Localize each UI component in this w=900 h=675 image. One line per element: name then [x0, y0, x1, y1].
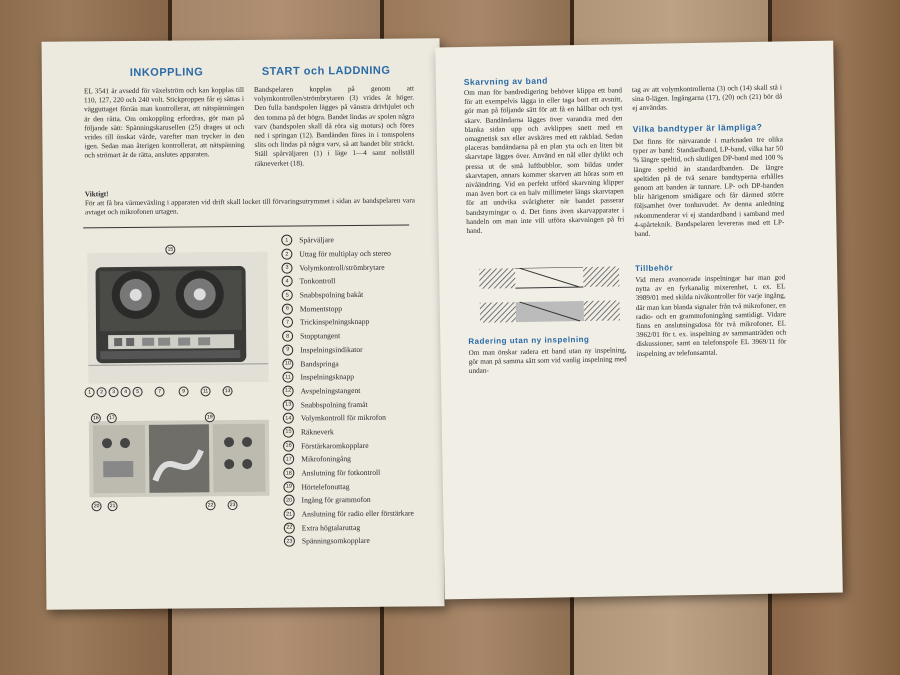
legend-label: Momentstopp — [299, 303, 343, 314]
inkoppling-text: EL 3541 är avsedd för växelström och kan kopplas till 110, 127, 220 och 240 volt. Stickproppen får ej sättas i vägguttaget förrän man kontrollerat, att nätspänningen är den rätta. Om omkoppling erfordras, gör man på följande sätt: Spänningskarusellen (25) drages ut och vrides till önskat värde, varefter man trycker in den igen. Sedan man återigen kontrollerat, att nätspänning och strömart är de rätta, anslutes apparaten. — [83, 85, 245, 160]
legend-number: 21 — [284, 509, 295, 520]
legend-item — [282, 369, 442, 384]
legend-label: Volymkontroll för mikrofon — [300, 413, 386, 423]
legend-label: Extra högtalaruttag — [301, 522, 361, 533]
callout-1: 1 — [85, 387, 95, 397]
legend-number: 8 — [282, 331, 293, 342]
skarvning-text: Om man för bandredigering behöver klippa ett band för att exempelvis lägga in eller taga bort ett avsnitt, gör man på följande sätt för att få en hållbar och tyst skarv. Bandändarna lägges över varandra med den blanka sidan upp och avklippes snett med en omagnetisk sax eller avskäres med ett rakblad. Sedan placeras bandändarna på en plan yta och en liten bit skarvtape lägges över. Använd en nål eller dylikt och pressa ut de små luftbubblor, som bildas under skarvtapen, annars kommer skarven att höras som en nivåändring. Vid en perfekt utförd skarvning klipper man även bort ca en halv millimeter längs skarvtapen för att undvika svårigheter när bandet passerar bandstyrningar o. d. Det finns även skarvapparater i handeln om man inte vill utföra skarvningen på fri hand. — [463, 86, 625, 236]
legend-item — [282, 287, 442, 302]
legend-item — [283, 451, 443, 466]
recorder-connector-panel-photo — [89, 420, 270, 498]
legend-label: Uttag för multiplay och stereo — [299, 248, 391, 259]
legend-item — [283, 383, 443, 398]
legend-label: Förstärkaromkopplare — [301, 440, 369, 451]
legend-number: 22 — [284, 522, 295, 533]
callout-2: 2 — [97, 387, 107, 397]
legend-label: Räkneverk — [300, 427, 334, 437]
legend-number: 13 — [283, 399, 294, 410]
legend-item — [282, 355, 442, 370]
legend-label: Snabbspolning framåt — [300, 399, 368, 410]
callout-11: 11 — [201, 386, 211, 396]
legend-label: Inspelningsknapp — [300, 372, 355, 382]
callout-9: 9 — [179, 386, 189, 396]
legend-number: 3 — [281, 262, 292, 273]
callout-3: 3 — [109, 387, 119, 397]
legend-number: 18 — [283, 468, 294, 479]
legend-item — [282, 328, 442, 343]
legend-item — [284, 520, 444, 535]
legend-label: Avspelningstangent — [300, 385, 361, 396]
callout-13: 13 — [223, 386, 233, 396]
legend-item — [284, 533, 444, 548]
callout-21: 21 — [108, 501, 118, 511]
legend-item — [283, 397, 443, 412]
legend-item — [283, 479, 443, 494]
legend-item — [282, 314, 442, 329]
legend-number: 2 — [281, 249, 292, 260]
callout-17: 17 — [107, 413, 117, 423]
legend-number: 14 — [283, 413, 294, 424]
heading-start-laddning: START och LADDNING — [261, 64, 391, 78]
left-page — [42, 38, 445, 609]
legend-item — [283, 492, 443, 507]
right-page — [435, 41, 843, 600]
heading-radering: Radering utan ny inspelning — [468, 334, 590, 346]
legend-label: Tonkontroll — [299, 276, 336, 286]
viktigt-heading: Viktigt! — [84, 190, 109, 199]
tillbehor-text: Vid mera avancerade inspelningar har man god nytta av en fyrkanalig mixerenhet, t. ex. EL 3989/01 med skilda nivåkontroller för varje ingång, där man kan blanda signaler från två mikrofoner, en radio- och en grammofoningång samtidigt. Vidare finns en anslutningsdosa för två mikrofoner, EL 3962/01 för t. ex. inspelning av sammanträden och diskussioner, samt en telefonspole EL 3969/11 för inspelning av telefonsamtal. — [635, 273, 787, 358]
heading-bandtyper: Vilka bandtyper är lämpliga? — [632, 121, 763, 135]
legend-label: Inspelningsindikator — [300, 344, 363, 355]
legend-item — [281, 260, 441, 275]
legend-label: Snabbspolning bakåt — [299, 290, 364, 300]
callout-5: 5 — [133, 387, 143, 397]
legend-label: Volymkontroll/strömbrytare — [299, 262, 385, 273]
legend-number: 15 — [283, 427, 294, 438]
parts-legend — [281, 232, 444, 548]
legend-number: 10 — [282, 358, 293, 369]
legend-number: 6 — [282, 303, 293, 314]
heading-skarvning: Skarvning av band — [463, 75, 548, 88]
legend-number: 12 — [283, 385, 294, 396]
legend-label: Anslutning för radio eller förstärkare — [301, 508, 414, 519]
legend-item — [282, 301, 442, 316]
heading-inkoppling: INKOPPLING — [129, 66, 204, 79]
tape-recorder-photo — [87, 252, 268, 384]
legend-label: Spårväljare — [299, 235, 334, 245]
legend-label: Anslutning för fotkontroll — [301, 467, 381, 478]
legend-number: 20 — [283, 495, 294, 506]
legend-item — [281, 232, 441, 247]
legend-number: 19 — [283, 481, 294, 492]
bandtyper-text: Det finns för närvarande i marknaden tre olika typer av band: Standardband, LP-band, vilka har 50 % längre speltid, och slutligen DP-band med 100 % längre speltid än standardbanden. De längre speltiden på de två senare bandtyperna erhålles genom att banden är tunnare. LP- och DP-banden blir härigenom smidigare och får därmed större följsamhet över tonhuvudet. Av denna anledning rekommenderar vi ej standardband i samband med 4-spårteknik. Bandspelaren levereras med ett LP-band. — [632, 135, 785, 239]
legend-label: Spänningsomkopplare — [301, 536, 370, 546]
viktigt-text: För att få bra värmeväxling i apparaten vid drift skall locket till förvaringsutrymmet i sidan av bandspelaren vara avtaget och mikrofonen urtagen. — [84, 196, 415, 217]
divider — [83, 225, 409, 229]
legend-number: 11 — [282, 372, 293, 383]
legend-label: Trickinspelningsknapp — [299, 317, 370, 327]
legend-item — [283, 465, 443, 480]
legend-label: Bandspringa — [300, 358, 339, 369]
callout-22: 22 — [206, 500, 216, 510]
legend-number: 1 — [281, 235, 292, 246]
legend-label: Stopptangent — [300, 331, 341, 341]
legend-number: 16 — [283, 440, 294, 451]
legend-number: 5 — [282, 290, 293, 301]
start-text: Bandspelaren kopplas på genom att volymkontrollen/strömbrytaren (3) vrides åt höger. Den fulla bandspolen lägges på vänstra drivhjulet och den tomma på det högra. Bandet lindas av spolen några varv (bandspolen skall då röra sig moturs) och föres ned i springan (12). Bandänden föres in i tomspolens slits och lindas på några varv, så att bandet blir sträckt. Ställ spårväljaren (1) i läge 1—4 samt nollställ räkneverket (18). — [253, 84, 415, 168]
callout-15: 15 — [165, 245, 175, 255]
callout-7: 7 — [155, 387, 165, 397]
legend-item — [282, 273, 442, 288]
tape-splice-diagram — [479, 266, 620, 328]
callout-19: 19 — [205, 412, 215, 422]
legend-number: 9 — [282, 344, 293, 355]
legend-label: Ingång för grammofon — [301, 495, 371, 505]
legend-item — [284, 506, 444, 521]
legend-number: 23 — [284, 536, 295, 547]
callout-23: 23 — [228, 500, 238, 510]
callout-20: 20 — [92, 501, 102, 511]
legend-label: Mikrofoningång — [301, 454, 352, 464]
legend-item — [283, 410, 443, 425]
legend-item — [281, 246, 441, 261]
legend-label: Hörtelefonuttag — [301, 481, 350, 492]
col2-top-text: tag av att volymkontrollerna (3) och (14) skall stå i sina 0-lägen. Ingångarna (17), (20) och (21) bör då ej användas. — [631, 83, 783, 113]
heading-tillbehor: Tillbehör — [635, 263, 674, 274]
legend-item — [283, 424, 443, 439]
callout-16: 16 — [91, 413, 101, 423]
callout-4: 4 — [121, 387, 131, 397]
radering-text: Om man önskar radera ett band utan ny inspelning, gör man på samma sätt som vid vanlig inspelning med undan- — [468, 346, 627, 376]
legend-item — [283, 438, 443, 453]
legend-number: 17 — [283, 454, 294, 465]
legend-number: 7 — [282, 317, 293, 328]
legend-item — [282, 342, 442, 357]
legend-number: 4 — [282, 276, 293, 287]
